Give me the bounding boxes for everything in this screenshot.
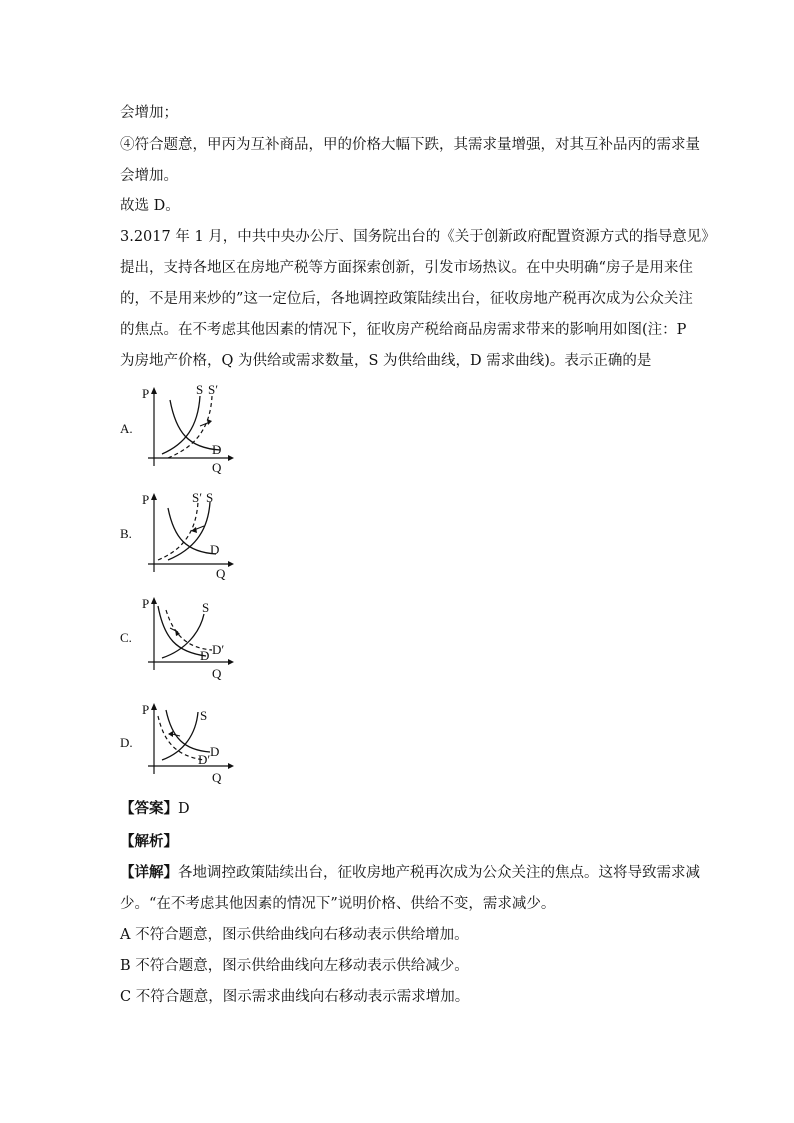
detail-line	[120, 863, 700, 883]
option-note: A 不符合题意，图示供给曲线向右移动表示供给增加。	[120, 927, 469, 943]
question-line: 为房地产价格，Q 为供给或需求数量，S 为供给曲线，D 需求曲线)。表示正确的是	[120, 353, 652, 369]
axis-p-label: P	[142, 596, 150, 611]
axis-p-label: P	[142, 386, 150, 401]
text-line: 会增加。	[120, 168, 178, 184]
detail-tag: 【详解】	[120, 864, 178, 881]
detail-text: 各地调控政策陆续出台，征收房地产税再次成为公众关注的焦点。这将导致需求减	[178, 865, 700, 881]
axis-q-label: Q	[216, 566, 226, 581]
question-line: 的，不是用来炒的”这一定位后，各地调控政策陆续出台，征收房地产税再次成为公众关注	[120, 291, 693, 307]
label-s: S	[206, 490, 214, 505]
analysis-tag: 【解析】	[120, 833, 178, 850]
axis-q-label: Q	[212, 666, 222, 681]
text-line: ④符合题意，甲丙为互补商品，甲的价格大幅下跌，其需求量增强，对其互补品丙的需求量	[120, 137, 700, 153]
answer-line	[120, 799, 680, 819]
question-line: 的焦点。在不考虑其他因素的情况下，征收房产税给商品房需求带来的影响用如图(注：P	[120, 322, 687, 338]
label-d-prime: D′	[212, 642, 225, 657]
option-c-graph	[140, 592, 240, 684]
label-s: S	[202, 600, 210, 615]
label-s-prime: S′	[192, 490, 203, 505]
label-s: S	[200, 708, 208, 723]
option-b-graph	[140, 488, 240, 580]
label-d: D	[210, 542, 220, 557]
text-line: 故选 D。	[120, 198, 180, 214]
option-b-label: B.	[120, 526, 132, 541]
text-line: 会增加；	[120, 105, 178, 121]
option-note: B 不符合题意，图示供给曲线向左移动表示供给减少。	[120, 958, 469, 974]
option-d-label: D.	[120, 735, 133, 750]
option-a-graph	[140, 382, 240, 474]
answer-tag: 【答案】	[120, 800, 178, 817]
question-line: 提出，支持各地区在房地产税等方面探索创新，引发市场热议。在中央明确“房子是用来住	[120, 260, 693, 276]
axis-p-label: P	[142, 492, 150, 507]
label-d-prime: D′	[198, 752, 211, 767]
label-d: D	[212, 442, 222, 457]
axis-q-label: Q	[212, 770, 222, 785]
option-c-label: C.	[120, 630, 132, 645]
option-a-label: A.	[120, 421, 133, 436]
label-s-prime: S′	[208, 382, 219, 397]
question-line: 3.2017 年 1 月，中共中央办公厅、国务院出台的《关于创新政府配置资源方式的指导意见》	[120, 229, 716, 245]
option-note: C 不符合题意，图示需求曲线向右移动表示需求增加。	[120, 989, 470, 1005]
axis-q-label: Q	[212, 460, 222, 475]
detail-line: 少。“在不考虑其他因素的情况下”说明价格、供给不变，需求减少。	[120, 896, 556, 912]
label-d: D	[200, 648, 210, 663]
label-s: S	[196, 382, 204, 397]
option-d-graph	[140, 698, 240, 790]
label-d: D	[210, 744, 220, 759]
answer-value: D	[178, 801, 190, 817]
axis-p-label: P	[142, 702, 150, 717]
